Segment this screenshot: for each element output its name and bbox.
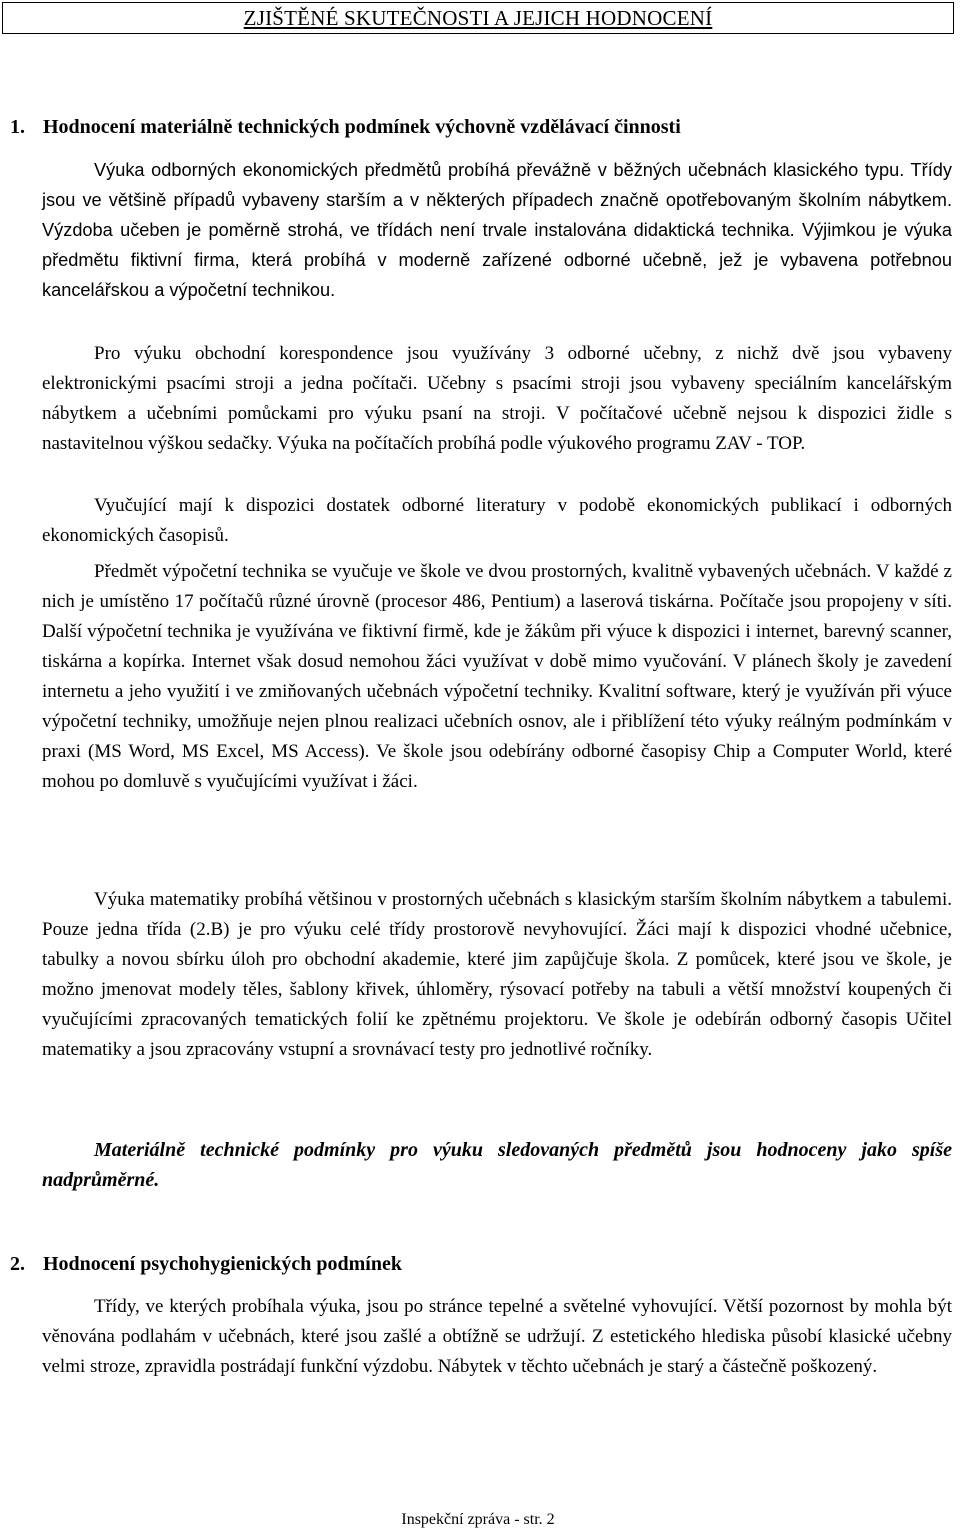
section-1-number: 1. xyxy=(10,116,25,138)
paragraph-literature: Vyučující mají k dispozici dostatek odborné literatury v podobě ekonomických publikací i odborných ekonomických časopisů. xyxy=(42,495,952,546)
page-title: ZJIŠTĚNÉ SKUTEČNOSTI A JEJICH HODNOCENÍ xyxy=(243,6,713,30)
section-2-heading xyxy=(10,1250,402,1278)
section-1-heading xyxy=(10,113,681,141)
paragraph-economics-classrooms: Výuka odborných ekonomických předmětů probíhá převážně v běžných učebnách klasického typu. Třídy jsou ve většině případů vybaveny starším a v některých případech značně opotřebovaným školním nábytkem. Výzdoba učeben je poměrně strohá, ve třídách není trvale instalována didaktická technika. Výjimkou je výuka předmětu fiktivní firma, která probíhá v moderně zařízené odborné učebně, jež je vybavena potřebnou kancelářskou a výpočetní technikou. xyxy=(42,160,952,300)
paragraph-correspondence: Pro výuku obchodní korespondence jsou využívány 3 odborné učebny, z nichž dvě jsou vybaveny elektronickými psacími stroji a jedna počítači. Učebny s psacími stroji jsou vybaveny speciálním kancelářským nábytkem a učebními pomůckami pro výuku psaní na stroji. V počítačové učebně nejsou k dispozici židle s nastavitelnou výškou sedačky. Výuka na počítačích probíhá podle výukového programu ZAV - TOP. xyxy=(42,343,952,454)
section-1-title: Hodnocení materiálně technických podmínek výchovně vzdělávací činnosti xyxy=(43,116,681,138)
page-footer xyxy=(0,1510,960,1530)
paragraph-mathematics: Výuka matematiky probíhá většinou v prostorných učebnách s klasickým starším školním nábytkem a tabulemi. Pouze jedna třída (2.B) je pro výuku celé třídy prostorově nevyhovující. Žáci mají k dispozici vhodné učebnice, tabulky a novou sbírku úloh pro obchodní akademie, které jim zapůjčuje škola. Z pomůcek, které jsou ve škole, je možno jmenovat modely těles, šablony křivek, úhloměry, rýsovací potřeby na tabuli a větší množství koupených či vyučujícími zpracovaných tematických folií ke zpětnému projektoru. Ve škole je odebírán odborný časopis Učitel matematiky a jsou zpracovány vstupní a srovnávací testy pro jednotlivé ročníky. xyxy=(42,889,952,1060)
section-1-conclusion: Materiálně technické podmínky pro výuku sledovaných předmětů jsou hodnoceny jako spíše nadprůměrné. xyxy=(42,1139,952,1191)
section-2-number: 2. xyxy=(10,1253,25,1275)
page-number: Inspekční zpráva - str. 2 xyxy=(401,1511,555,1528)
paragraph-psychohygiene: Třídy, ve kterých probíhala výuka, jsou po stránce tepelné a světelné vyhovující. Větší pozornost by mohla být věnována podlahám v učebnách, které jsou zašlé a obtížně se udržují. Z estetického hlediska působí klasické učebny velmi stroze, zpravidla postrádají funkční výzdobu. Nábytek v těchto učebnách je starý a částečně poškozený. xyxy=(42,1296,952,1377)
paragraph-computing: Předmět výpočetní technika se vyučuje ve škole ve dvou prostorných, kvalitně vybavených učebnách. V každé z nich je umístěno 17 počítačů různé úrovně (procesor 486, Pentium) a laserová tiskárna. Počítače jsou propojeny v síti. Další výpočetní technika je využívána ve fiktivní firmě, kde je žákům při výuce k dispozici i internet, barevný scanner, tiskárna a kopírka. Internet však dosud nemohou žáci využívat v době mimo vyučování. V plánech školy je zavedení internetu a jeho využití i ve zmiňovaných učebnách výpočetní techniky. Kvalitní software, který je využíván při výuce výpočetní techniky, umožňuje nejen plnou realizaci učebních osnov, ale i přiblížení této výuky reálným podmínkám v praxi (MS Word, MS Excel, MS Access). Ve škole jsou odebírány odborné časopisy Chip a Computer World, které mohou po domluvě s vyučujícími využívat i žáci. xyxy=(42,561,952,792)
page-title-box xyxy=(2,2,954,34)
section-2-title: Hodnocení psychohygienických podmínek xyxy=(43,1253,402,1275)
